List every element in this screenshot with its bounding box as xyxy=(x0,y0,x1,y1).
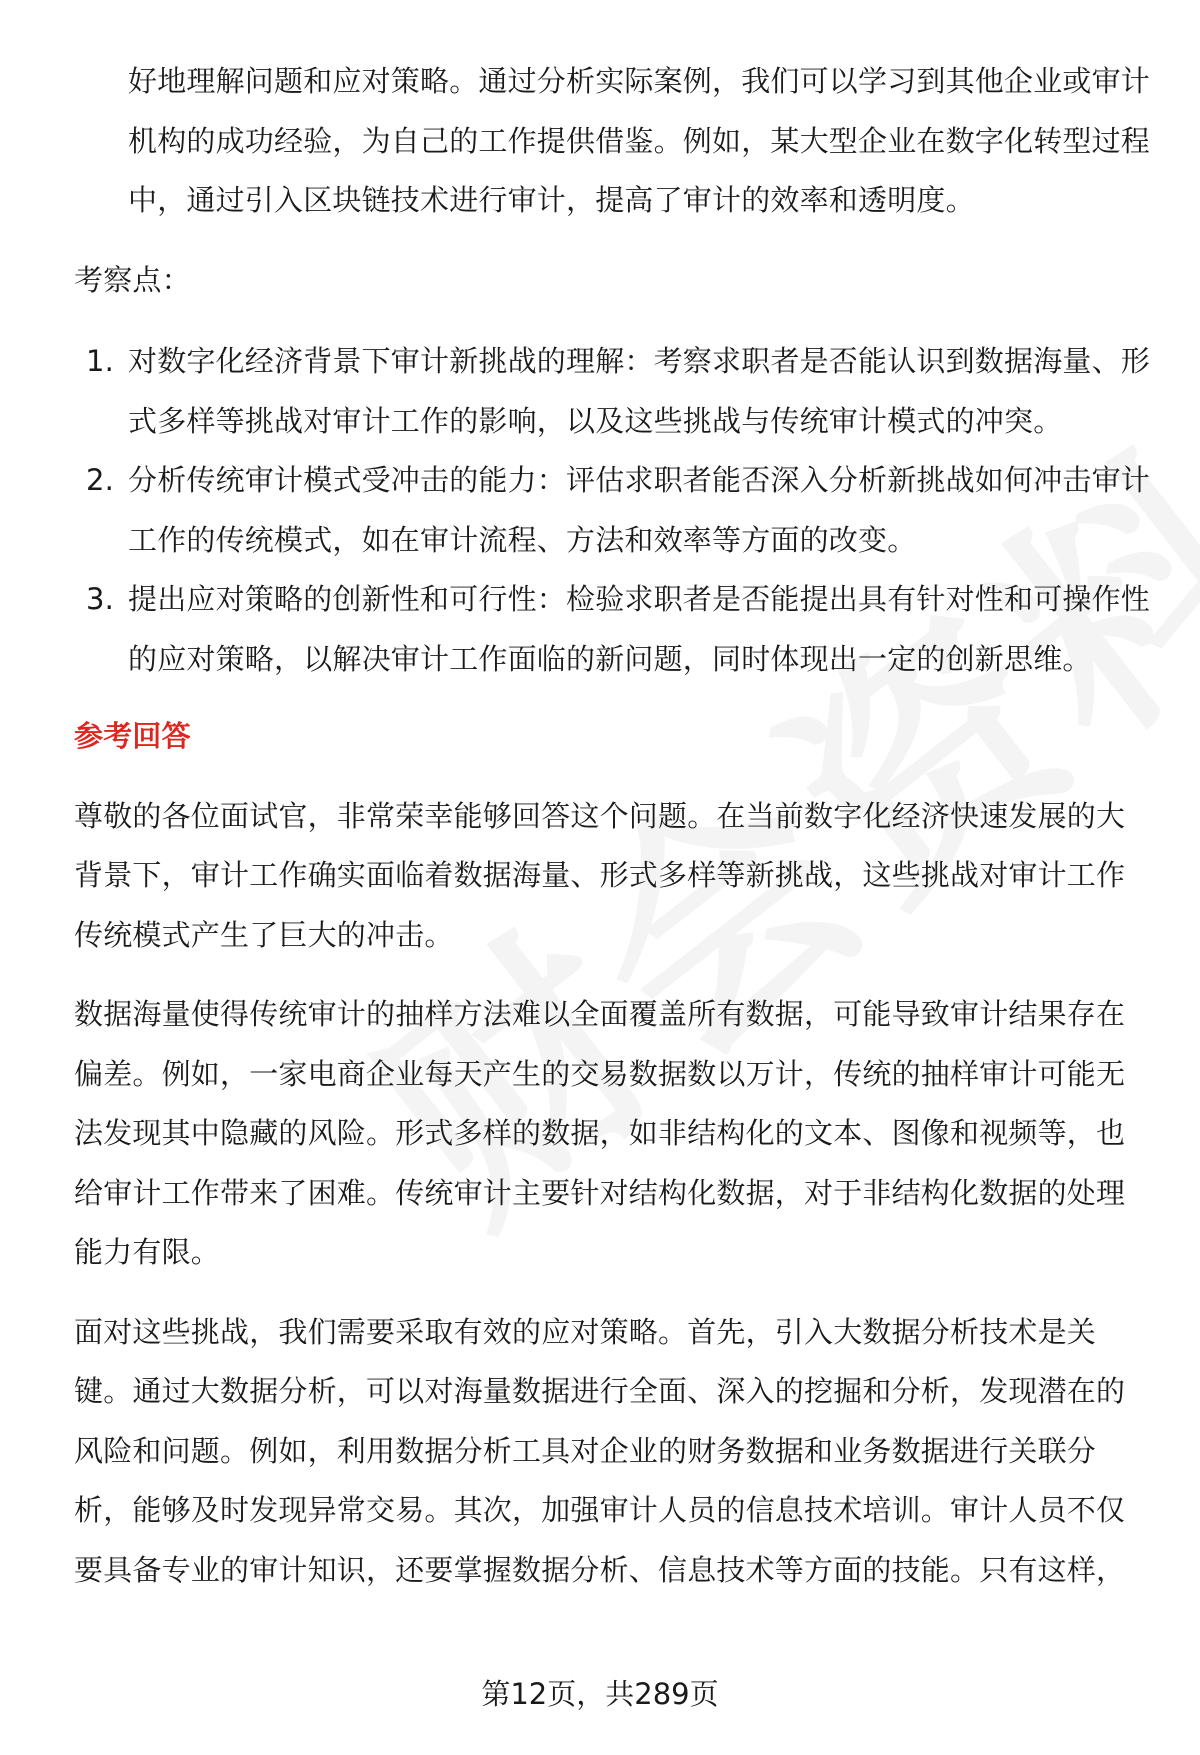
list-text: 提出应对策略的创新性和可行性：检验求职者是否能提出具有针对性和可操作性的应对策略，以解决审计工作面临的新问题，同时体现出一定的创新思维。 xyxy=(128,582,1151,676)
list-item xyxy=(74,451,1154,570)
list-number: 1. xyxy=(86,344,115,378)
reference-answer-heading: 参考回答 xyxy=(74,719,191,753)
page-content xyxy=(74,52,1154,1600)
answer-paragraph: 面对这些挑战，我们需要采取有效的应对策略。首先，引入大数据分析技术是关键。通过大数据分析，可以对海量数据进行全面、深入的挖掘和分析，发现潜在的风险和问题。例如，利用数据分析工具对企业的财务数据和业务数据进行关联分析，能够及时发现异常交易。其次，加强审计人员的信息技术培训。审计人员不仅要具备专业的审计知识，还要掌握数据分析、信息技术等方面的技能。只有这样， xyxy=(74,1314,1126,1587)
answer-paragraph: 尊敬的各位面试官，非常荣幸能够回答这个问题。在当前数字化经济快速发展的大背景下，审计工作确实面临着数据海量、形式多样等新挑战，这些挑战对审计工作传统模式产生了巨大的冲击。 xyxy=(74,798,1126,952)
list-number: 2. xyxy=(86,463,115,497)
list-item xyxy=(74,570,1154,689)
list-item xyxy=(74,332,1154,451)
intro-paragraph: 好地理解问题和应对策略。通过分析实际案例，我们可以学习到其他企业或审计机构的成功经验，为自己的工作提供借鉴。例如，某大型企业在数字化转型过程中，通过引入区块链技术进行审计，提高了审计的效率和透明度。 xyxy=(128,64,1151,217)
assessment-list xyxy=(74,332,1154,689)
list-number: 3. xyxy=(86,582,115,616)
page-footer: 第12页，共289页 xyxy=(481,1677,719,1711)
list-text: 分析传统审计模式受冲击的能力：评估求职者能否深入分析新挑战如何冲击审计工作的传统模式，如在审计流程、方法和效率等方面的改变。 xyxy=(128,463,1151,557)
assessment-label: 考察点： xyxy=(74,262,191,297)
list-text: 对数字化经济背景下审计新挑战的理解：考察求职者是否能认识到数据海量、形式多样等挑战对审计工作的影响，以及这些挑战与传统审计模式的冲突。 xyxy=(128,344,1151,438)
answer-paragraph: 数据海量使得传统审计的抽样方法难以全面覆盖所有数据，可能导致审计结果存在偏差。例如，一家电商企业每天产生的交易数据数以万计，传统的抽样审计可能无法发现其中隐藏的风险。形式多样的数据，如非结构化的文本、图像和视频等，也给审计工作带来了困难。传统审计主要针对结构化数据，对于非结构化数据的处理能力有限。 xyxy=(74,997,1126,1269)
